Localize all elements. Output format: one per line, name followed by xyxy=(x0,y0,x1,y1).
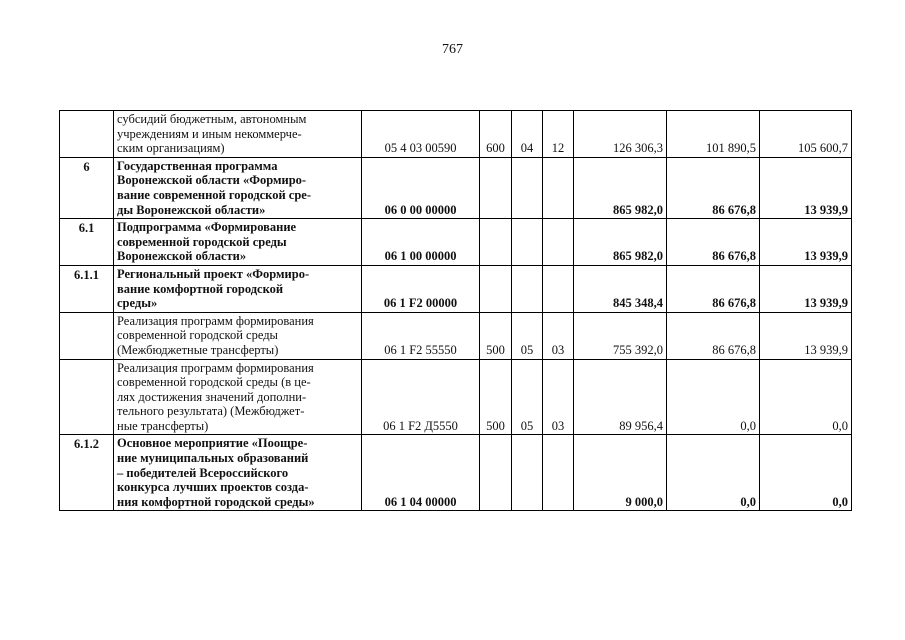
row-name-line: Региональный проект «Формиро- xyxy=(117,266,310,281)
table-row xyxy=(60,219,852,266)
row-name-line: – победителей Всероссийского xyxy=(117,465,289,480)
table-row xyxy=(60,111,852,158)
expense-type-cell: 500 xyxy=(480,359,512,435)
expense-type-cell xyxy=(480,265,512,312)
row-name-line: (Межбюджетные трансферты) xyxy=(117,342,279,357)
target-code-cell: 06 0 00 00000 xyxy=(362,157,480,218)
row-name-line: Подпрограмма «Формирование xyxy=(117,220,297,235)
row-name-line: Воронежской области «Формиро- xyxy=(117,173,307,188)
expense-type-cell: 600 xyxy=(480,111,512,158)
expense-type-cell xyxy=(480,219,512,266)
row-name-line: Воронежской области» xyxy=(117,249,247,264)
subsection-cell xyxy=(543,265,574,312)
target-code-cell: 06 1 F2 00000 xyxy=(362,265,480,312)
row-name-line: тельного результата) (Межбюджет- xyxy=(117,404,305,419)
row-name-line: ды Воронежской области» xyxy=(117,202,266,217)
section-cell xyxy=(512,219,543,266)
row-number-cell: 6.1.1 xyxy=(60,265,114,312)
subsection-cell: 03 xyxy=(543,359,574,435)
row-name-line: учреждениям и иным некоммерче- xyxy=(117,126,302,141)
amount-year1-cell: 9 000,0 xyxy=(574,435,667,511)
expense-type-cell xyxy=(480,435,512,511)
row-name-line: ским организациям) xyxy=(117,141,225,156)
amount-year2-cell: 86 676,8 xyxy=(667,265,760,312)
row-name-line: лях достижения значений дополни- xyxy=(117,389,307,404)
table-row xyxy=(60,359,852,435)
row-name-line: конкурса лучших проектов созда- xyxy=(117,480,309,495)
table-body xyxy=(60,111,852,511)
expense-type-cell: 500 xyxy=(480,312,512,359)
subsection-cell xyxy=(543,157,574,218)
amount-year2-cell: 0,0 xyxy=(667,359,760,435)
row-name-cell xyxy=(114,265,362,312)
row-name-cell xyxy=(114,157,362,218)
amount-year3-cell: 13 939,9 xyxy=(760,312,852,359)
row-name-line: Основное мероприятие «Поощре- xyxy=(117,436,308,451)
amount-year1-cell: 845 348,4 xyxy=(574,265,667,312)
row-name-line: Реализация программ формирования xyxy=(117,360,314,375)
row-name-cell xyxy=(114,435,362,511)
amount-year2-cell: 101 890,5 xyxy=(667,111,760,158)
section-cell xyxy=(512,435,543,511)
amount-year2-cell: 86 676,8 xyxy=(667,312,760,359)
amount-year3-cell: 0,0 xyxy=(760,359,852,435)
amount-year1-cell: 755 392,0 xyxy=(574,312,667,359)
amount-year1-cell: 865 982,0 xyxy=(574,219,667,266)
row-number-cell xyxy=(60,359,114,435)
row-name-line: Реализация программ формирования xyxy=(117,313,314,328)
subsection-cell: 03 xyxy=(543,312,574,359)
row-name-line: современной городской среды xyxy=(117,234,287,249)
amount-year3-cell: 13 939,9 xyxy=(760,157,852,218)
amount-year3-cell: 13 939,9 xyxy=(760,265,852,312)
subsection-cell xyxy=(543,435,574,511)
row-name-line: современной городской среды xyxy=(117,328,278,343)
row-name-line: вание современной городской сре- xyxy=(117,187,312,202)
table-row xyxy=(60,265,852,312)
table-row xyxy=(60,435,852,511)
budget-table xyxy=(59,110,852,511)
row-name-line: ние муниципальных образований xyxy=(117,451,309,466)
row-name-cell xyxy=(114,219,362,266)
section-cell: 04 xyxy=(512,111,543,158)
section-cell: 05 xyxy=(512,359,543,435)
row-number-cell xyxy=(60,312,114,359)
target-code-cell: 06 1 F2 Д5550 xyxy=(362,359,480,435)
row-name-line: вание комфортной городской xyxy=(117,281,284,296)
row-name-cell xyxy=(114,359,362,435)
amount-year2-cell: 86 676,8 xyxy=(667,157,760,218)
row-name-line: ния комфортной городской среды» xyxy=(117,494,315,509)
section-cell: 05 xyxy=(512,312,543,359)
row-name-line: среды» xyxy=(117,296,158,311)
amount-year2-cell: 86 676,8 xyxy=(667,219,760,266)
target-code-cell: 05 4 03 00590 xyxy=(362,111,480,158)
table-row xyxy=(60,157,852,218)
row-name-line: субсидий бюджетным, автономным xyxy=(117,112,307,126)
expense-type-cell xyxy=(480,157,512,218)
row-name-line: Государственная программа xyxy=(117,158,278,173)
subsection-cell xyxy=(543,219,574,266)
amount-year1-cell: 865 982,0 xyxy=(574,157,667,218)
target-code-cell: 06 1 F2 55550 xyxy=(362,312,480,359)
section-cell xyxy=(512,157,543,218)
row-name-line: ные трансферты) xyxy=(117,418,209,433)
row-number-cell xyxy=(60,111,114,158)
section-cell xyxy=(512,265,543,312)
row-number-cell: 6.1.2 xyxy=(60,435,114,511)
row-name-line: современной городской среды (в це- xyxy=(117,375,311,390)
amount-year1-cell: 89 956,4 xyxy=(574,359,667,435)
amount-year2-cell: 0,0 xyxy=(667,435,760,511)
row-number-cell: 6.1 xyxy=(60,219,114,266)
subsection-cell: 12 xyxy=(543,111,574,158)
amount-year3-cell: 0,0 xyxy=(760,435,852,511)
amount-year3-cell: 13 939,9 xyxy=(760,219,852,266)
amount-year3-cell: 105 600,7 xyxy=(760,111,852,158)
amount-year1-cell: 126 306,3 xyxy=(574,111,667,158)
target-code-cell: 06 1 00 00000 xyxy=(362,219,480,266)
row-number-cell: 6 xyxy=(60,157,114,218)
row-name-cell xyxy=(114,111,362,158)
page-number: 767 xyxy=(442,42,463,57)
table-row xyxy=(60,312,852,359)
target-code-cell: 06 1 04 00000 xyxy=(362,435,480,511)
row-name-cell xyxy=(114,312,362,359)
